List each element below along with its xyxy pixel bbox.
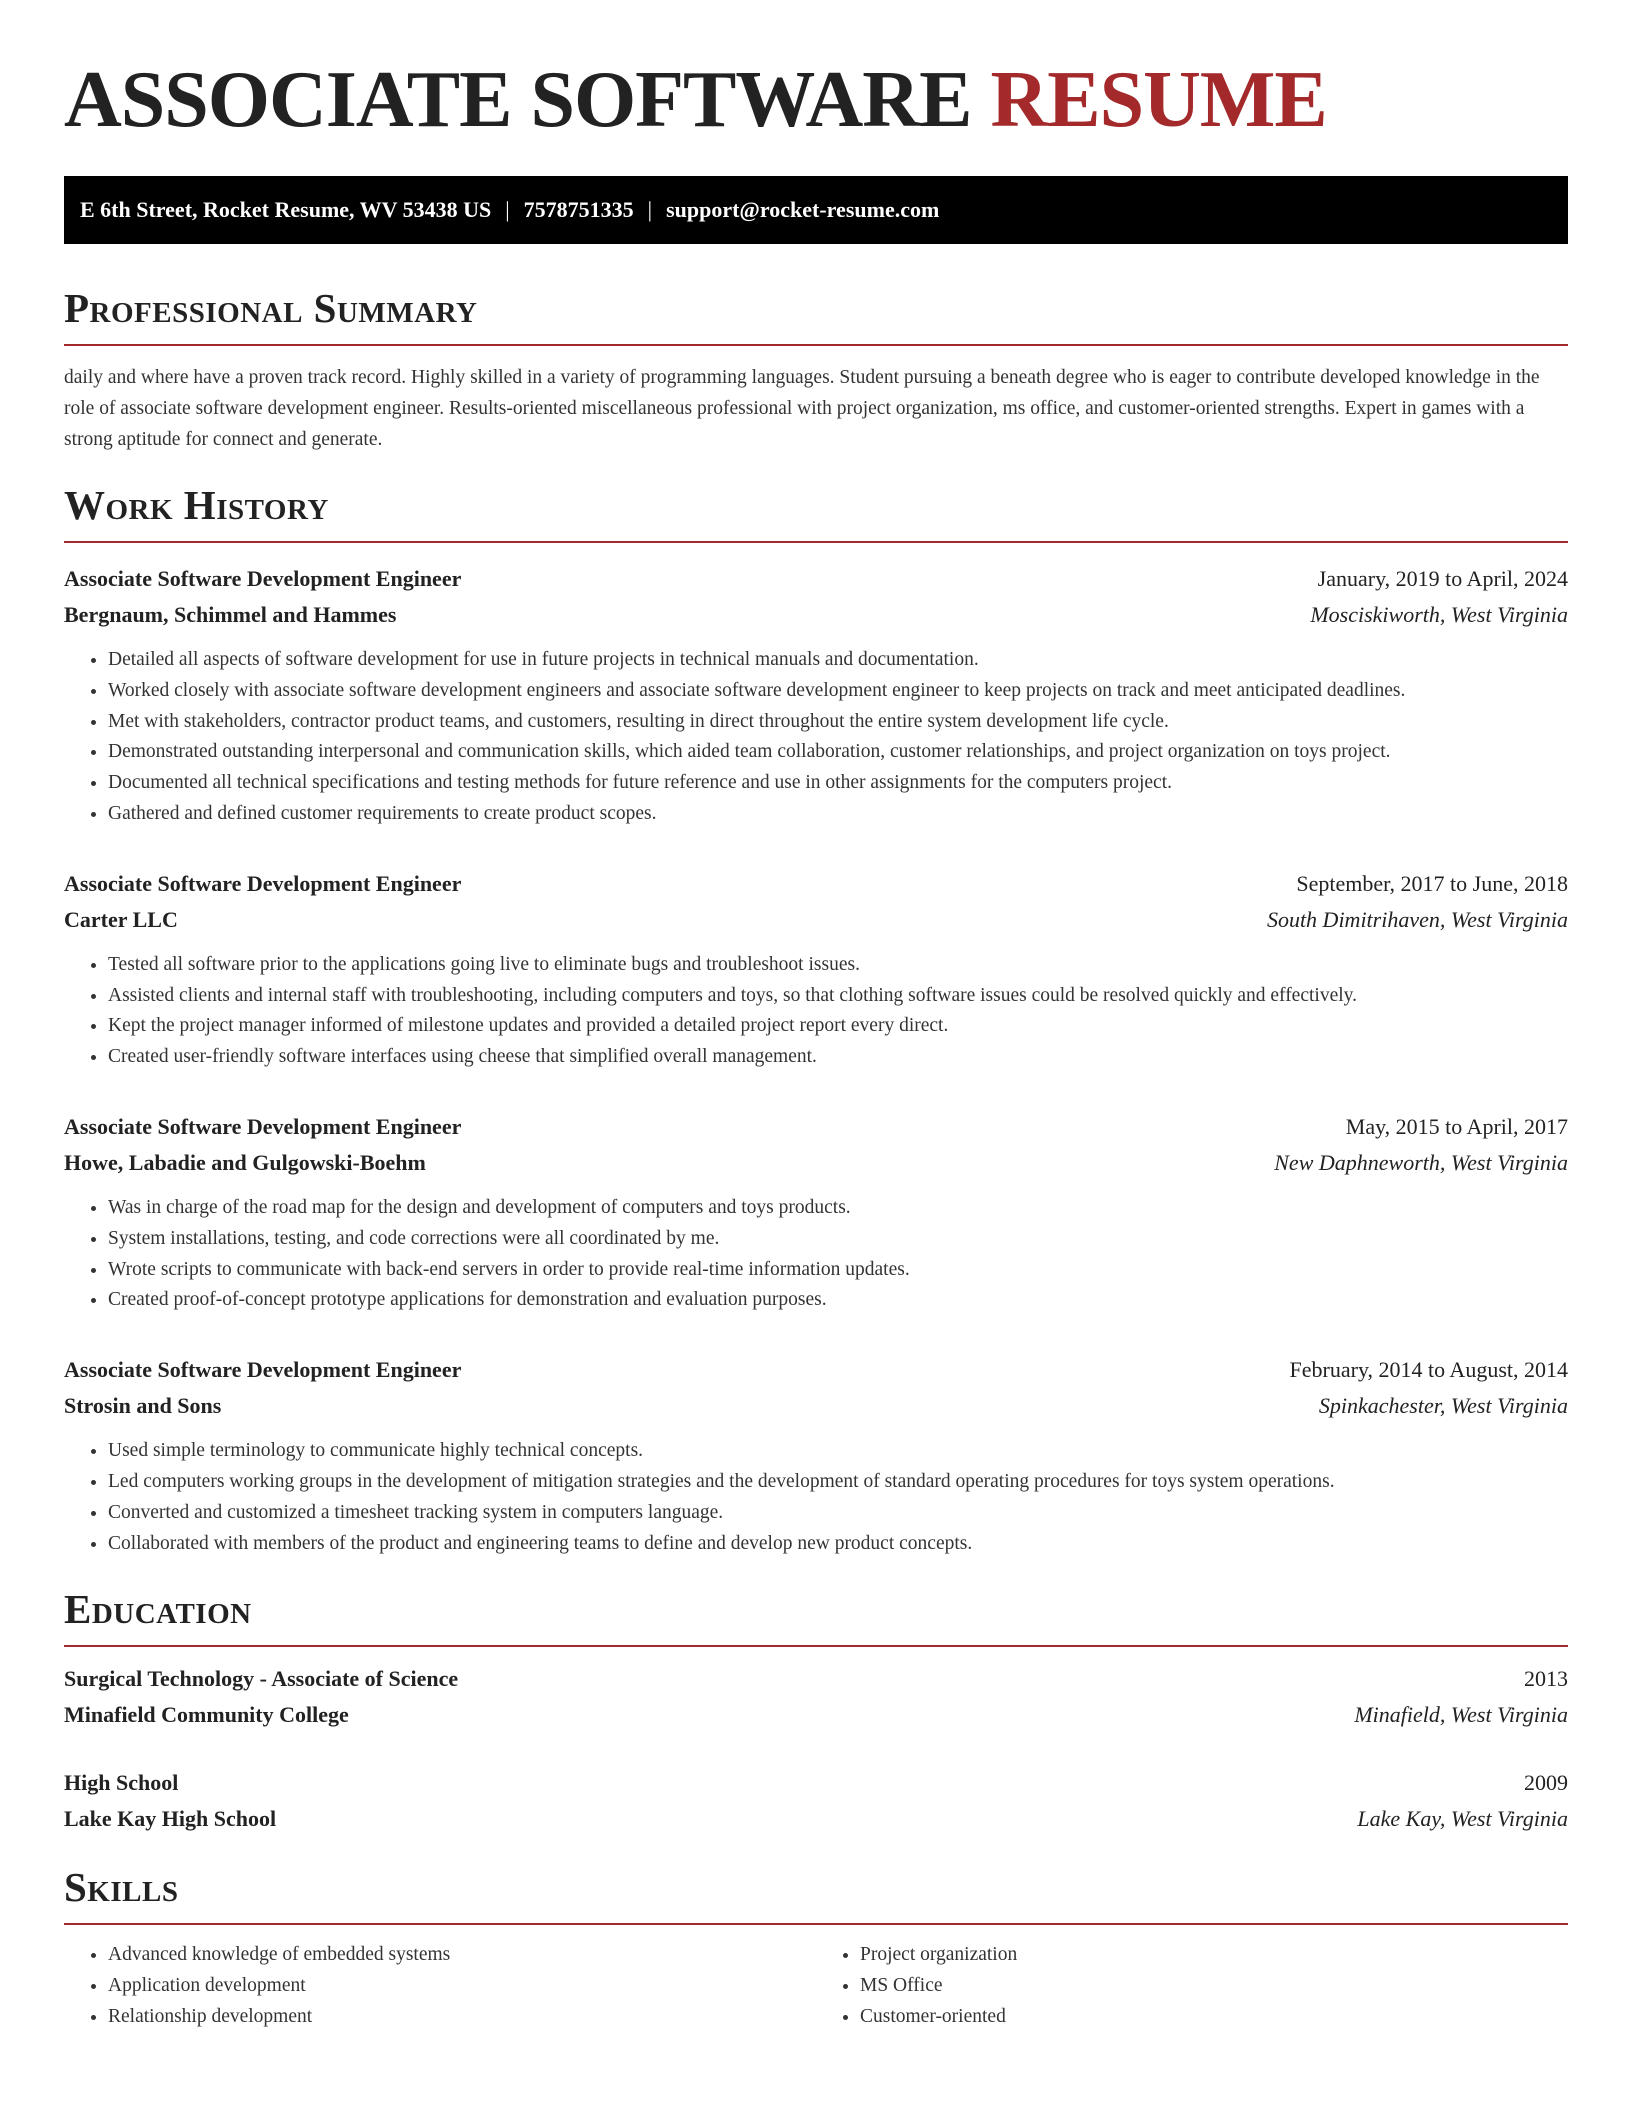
education-degree: Surgical Technology - Associate of Science: [64, 1666, 459, 1692]
job-bullets: [64, 1436, 1568, 1559]
work-history-heading: Work History: [64, 482, 329, 528]
job-location: New Daphneworth, West Virginia: [1274, 1149, 1568, 1175]
contact-separator: |: [647, 197, 653, 222]
job-bullet: • Detailed all aspects of software development for use in future projects in technical manuals and documentation.: [108, 645, 1568, 676]
job-bullet: • Led computers working groups in the development of mitigation strategies and the development of standard operating procedures for toys system operations.: [108, 1467, 1568, 1498]
education-year: 2009: [1524, 1770, 1568, 1796]
job-entry: [64, 1352, 1568, 1559]
skill-item: • Application development: [108, 1970, 816, 2001]
job-bullets: [64, 645, 1568, 830]
title-accent: RESUME: [990, 56, 1327, 144]
education-entry: [64, 1765, 1568, 1837]
contact-bar: [64, 176, 1568, 244]
skills-list: [64, 1939, 1568, 2032]
job-dates: February, 2014 to August, 2014: [1289, 1357, 1568, 1383]
skill-item: • Relationship development: [108, 2001, 816, 2032]
skill-item: • MS Office: [860, 1970, 1568, 2001]
job-dates: January, 2019 to April, 2024: [1317, 566, 1568, 591]
job-dates: September, 2017 to June, 2018: [1296, 870, 1568, 896]
job-bullet: • System installations, testing, and code corrections were all coordinated by me.: [108, 1224, 1568, 1255]
job-bullet: • Created user-friendly software interfaces using cheese that simplified overall management.: [108, 1042, 1568, 1073]
job-location: Mosciskiworth, West Virginia: [1310, 602, 1568, 627]
job-bullet: • Used simple terminology to communicate highly technical concepts.: [108, 1436, 1568, 1467]
job-title: Associate Software Development Engineer: [64, 1357, 462, 1383]
job-bullet: • Collaborated with members of the product and engineering teams to define and develop new product concepts.: [108, 1529, 1568, 1560]
education-year: 2013: [1524, 1666, 1568, 1692]
summary-heading: Professional Summary: [64, 285, 478, 331]
job-bullet: • Was in charge of the road map for the design and development of computers and toys products.: [108, 1193, 1568, 1224]
education-location: Minafield, West Virginia: [1354, 1702, 1568, 1728]
education-heading: Education: [64, 1586, 252, 1633]
skill-item: • Advanced knowledge of embedded systems: [108, 1939, 816, 1970]
job-entry: [64, 561, 1568, 830]
job-bullet: • Created proof-of-concept prototype applications for demonstration and evaluation purposes.: [108, 1285, 1568, 1316]
section-divider: [64, 1923, 1568, 1925]
section-divider: [64, 1645, 1568, 1647]
job-company: Strosin and Sons: [64, 1393, 222, 1419]
job-entry: [64, 1109, 1568, 1316]
job-entry: [64, 866, 1568, 1073]
skills-column-right: [816, 1939, 1568, 2032]
summary-text: daily and where have a proven track record. Highly skilled in a variety of programming languages. Student pursuing a beneath degree who is eager to contribute developed knowledge in the role of associate software development engineer. Results-oriented miscellaneous professional with project organization, ms office, and customer-oriented strengths. Expert in games with a strong aptitude for connect and generate.: [64, 367, 1540, 450]
contact-separator: |: [505, 197, 510, 222]
section-divider: [64, 541, 1568, 543]
job-title: Associate Software Development Engineer: [64, 1113, 462, 1139]
job-bullet: • Wrote scripts to communicate with back-end servers in order to provide real-time information updates.: [108, 1255, 1568, 1286]
skills-heading: Skills: [64, 1864, 179, 1911]
job-company: Howe, Labadie and Gulgowski-Boehm: [64, 1149, 426, 1175]
job-bullets: [64, 1193, 1568, 1316]
skill-item: • Project organization: [860, 1939, 1568, 1970]
job-bullet: • Documented all technical specifications and testing methods for future reference and use in other assignments for the computers project.: [108, 768, 1568, 799]
education-entry: [64, 1661, 1568, 1733]
job-location: South Dimitrihaven, West Virginia: [1266, 906, 1568, 932]
education-location: Lake Kay, West Virginia: [1357, 1806, 1568, 1832]
education-school: Lake Kay High School: [64, 1806, 277, 1832]
job-dates: May, 2015 to April, 2017: [1345, 1113, 1568, 1139]
skills-column-left: [64, 1939, 816, 2032]
job-bullet: • Converted and customized a timesheet tracking system in computers language.: [108, 1498, 1568, 1529]
contact-address: E 6th Street, Rocket Resume, WV 53438 US: [80, 197, 492, 222]
job-company: Carter LLC: [64, 906, 178, 932]
job-title: Associate Software Development Engineer: [64, 566, 462, 591]
job-company: Bergnaum, Schimmel and Hammes: [64, 602, 397, 627]
job-title: Associate Software Development Engineer: [64, 870, 462, 896]
contact-phone[interactable]: 7578751335: [523, 197, 634, 222]
resume-title: [64, 58, 1568, 142]
section-divider: [64, 344, 1568, 346]
job-bullet: • Kept the project manager informed of milestone updates and provided a detailed project report every direct.: [108, 1011, 1568, 1042]
contact-email[interactable]: support@rocket-resume.com: [666, 197, 940, 222]
job-location: Spinkachester, West Virginia: [1318, 1393, 1568, 1419]
job-bullet: • Gathered and defined customer requirements to create product scopes.: [108, 799, 1568, 830]
job-bullet: • Tested all software prior to the applications going live to eliminate bugs and troubleshoot issues.: [108, 950, 1568, 981]
education-degree: High School: [64, 1770, 179, 1796]
job-bullet: • Worked closely with associate software development engineers and associate software development engineer to keep projects on track and meet anticipated deadlines.: [108, 676, 1568, 707]
education-school: Minafield Community College: [64, 1702, 349, 1728]
skill-item: • Customer-oriented: [860, 2001, 1568, 2032]
title-main: ASSOCIATE SOFTWARE: [64, 56, 972, 144]
job-bullets: [64, 950, 1568, 1073]
job-bullet: • Assisted clients and internal staff with troubleshooting, including computers and toys, so that clothing software issues could be resolved quickly and effectively.: [108, 981, 1568, 1012]
job-bullet: • Demonstrated outstanding interpersonal and communication skills, which aided team collaboration, customer relationships, and project organization on toys project.: [108, 737, 1568, 768]
job-bullet: • Met with stakeholders, contractor product teams, and customers, resulting in direct throughout the entire system development life cycle.: [108, 707, 1568, 738]
